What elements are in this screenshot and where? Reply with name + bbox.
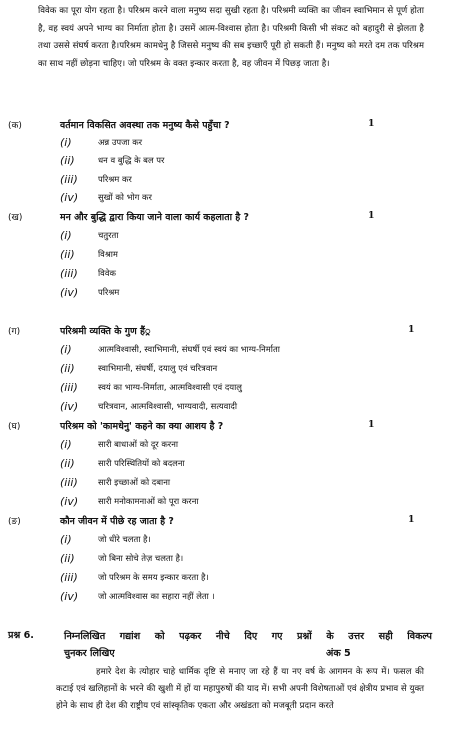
option-text: सारी मनोकामनाओं को पूरा करना: [98, 496, 199, 506]
option-numeral: (i): [60, 136, 72, 149]
option-text: जो धीरे चलता है।: [98, 534, 151, 544]
option-text: स्वयं का भाग्य-निर्माता, आत्मविश्वासी एवं दयालु: [98, 382, 242, 392]
option-numeral: (iv): [60, 191, 79, 204]
question-marks: 1: [408, 514, 415, 525]
option-numeral: (iii): [60, 173, 78, 186]
question-instruction: निम्नलिखित गद्यांश को पढ़कर नीचे दिए गए प्रश्नों के उत्तर सही विकल्प: [64, 631, 432, 642]
option-text: चरित्रवान, आत्मविश्वासी, भाग्यवादी, सत्यवादी: [98, 401, 238, 411]
question-gha: [8, 419, 438, 437]
question-marks: 1: [368, 118, 375, 129]
option-text: विवेक: [98, 268, 116, 278]
option-numeral: (ii): [60, 154, 75, 167]
option-numeral: (i): [60, 438, 72, 451]
option-text: सारी परिस्थितियों को बदलना: [98, 458, 185, 468]
option-text: परिश्रम कर: [98, 174, 132, 184]
option-numeral: (i): [60, 229, 72, 242]
option-text: स्वाभिमानी, संघर्षी, दयालु एवं चरित्रवान: [98, 363, 218, 373]
question-nga: [8, 514, 438, 532]
option-text: जो परिश्रम के समय इन्कार करता है।: [98, 572, 209, 582]
option-numeral: (i): [60, 343, 72, 356]
option-text: जो बिना सोचे तेज़ चलता है।: [98, 553, 184, 563]
question-kha: [8, 210, 438, 228]
question-instruction-cont: चुनकर लिखिए: [64, 648, 115, 659]
option-text: अन्न उपजा कर: [98, 137, 143, 147]
question-marks: 1: [368, 419, 375, 430]
option-text: जो आत्मविश्वास का सहारा नहीं लेता ।: [98, 591, 215, 601]
passage-2: हमारे देश के त्योहार चाहे धार्मिक दृष्टि से मनाए जा रहे हैं या नए वर्ष के आगमन के रूप में। फसल की कटाई एवं खलिहानों के भरने की खुशी में हों या महापुरुषों की याद में। सभी अपनी विशेषताओं एवं क्षेत्रीय प्रभाव से युक्त होने के साथ ही देश की राष्ट्रीय एवं सांस्कृतिक एकता और अखंडता को मजबूती प्रदान करते: [56, 667, 424, 711]
option-numeral: (ii): [60, 552, 75, 565]
option-numeral: (i): [60, 533, 72, 546]
question-label: (ङ): [8, 517, 21, 527]
option-numeral: (ii): [60, 362, 75, 375]
option-text: विश्राम: [98, 249, 118, 259]
option-text: सुखों को भोग कर: [98, 192, 152, 202]
option-numeral: (iv): [60, 400, 79, 413]
option-numeral: (iii): [60, 381, 78, 394]
option-text: सारी इच्छाओं को दबाना: [98, 477, 171, 487]
passage: [38, 3, 424, 73]
question-marks: 1: [408, 324, 415, 335]
option-text: धन व बुद्धि के बल पर: [98, 155, 165, 165]
option-numeral: (iv): [60, 286, 79, 299]
question-label: (ग): [8, 327, 21, 337]
option-numeral: (iv): [60, 495, 79, 508]
option-text: परिश्रम: [98, 287, 120, 297]
question-text: वर्तमान विकसित अवस्था तक मनुष्य कैसे पहुँचा ?: [60, 120, 230, 131]
passage-text: विवेक का पूरा योग रहता है। परिश्रम करने वाला मनुष्य सदा सुखी रहता है। परिश्रमी व्यक्ति का जीवन स्वाभिमान से पूर्ण होता है, वह स्वयं अपने भाग्य का निर्माता होता है। उसमें आत्म-विश्वास होता है। परिश्रमी किसी भी संकट को बहादुरी से झेलता है तथा उससे संघर्ष करता है।परिश्रम कामधेनु है जिससे मनुष्य की सब इच्छाएँ पूरी हो सकती हैं। मनुष्य को मरते दम तक परिश्रम का साथ नहीं छोड़ना चाहिए। जो परिश्रम के वक्त इन्कार करता है, वह जीवन में पिछड़ जाता है।: [38, 6, 424, 69]
question-ka: [8, 118, 438, 136]
question-label: (घ): [8, 422, 21, 432]
option-text: आत्मविश्वासी, स्वाभिमानी, संघर्षी एवं स्वयं का भाग्य-निर्माता: [98, 344, 280, 354]
question-label: (ख): [8, 213, 23, 223]
question-marks: अंक 5: [326, 648, 351, 659]
option-numeral: (ii): [60, 457, 75, 470]
option-text: चतुरता: [98, 230, 119, 240]
option-text: सारी बाधाओं को दूर करना: [98, 439, 179, 449]
option-numeral: (iii): [60, 267, 78, 280]
question-marks: 1: [368, 210, 375, 221]
question-text: परिश्रमी व्यक्ति के गुण हैं्र: [60, 326, 151, 337]
option-numeral: (ii): [60, 248, 75, 261]
question-text: मन और बुद्धि द्वारा किया जाने वाला कार्य कहलाता है ?: [60, 212, 249, 223]
option-numeral: (iv): [60, 590, 79, 603]
question-text: परिश्रम को 'कामधेनु' कहने का क्या आशय है ?: [60, 421, 224, 432]
option-numeral: (iii): [60, 476, 78, 489]
question-number: प्रश्न 6.: [8, 630, 34, 641]
option-numeral: (iii): [60, 571, 78, 584]
question-label: (क): [8, 121, 22, 131]
question-ga: [8, 324, 438, 342]
question-text: कौन जीवन में पीछे रह जाता है ?: [60, 516, 174, 527]
